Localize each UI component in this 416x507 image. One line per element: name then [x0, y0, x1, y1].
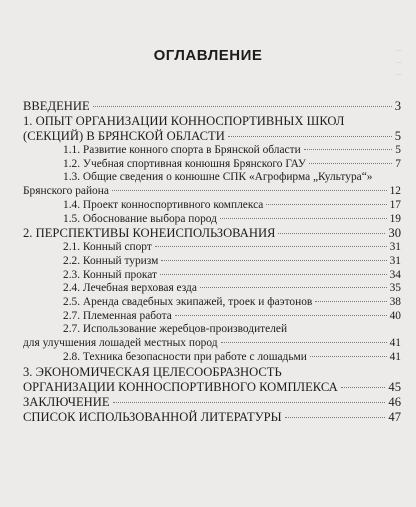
bleed-through-text: ...: [396, 68, 402, 77]
toc-entry: [23, 99, 401, 114]
toc-entry-label: ОРГАНИЗАЦИИ КОННОСПОРТИВНОГО КОМПЛЕКСА: [23, 379, 338, 394]
toc-entry: [23, 351, 401, 365]
toc-entry: [23, 199, 401, 213]
toc-entry-label: 2.8. Техника безопасности при работе с лошадьми: [63, 350, 307, 363]
toc-entry-page: 12: [389, 185, 401, 198]
toc-entry-label: 2.1. Конный спорт: [63, 241, 152, 254]
toc-entry: [23, 323, 401, 337]
toc-entry-label: 1.5. Обоснование выбора пород: [63, 212, 217, 225]
bleed-through-text: ...: [396, 44, 402, 53]
toc-entry: [23, 255, 401, 269]
toc-entry: [23, 282, 401, 296]
toc-entry: [23, 337, 401, 351]
toc-entry-page: 47: [388, 409, 401, 424]
toc-entry-label: ВВЕДЕНИЕ: [23, 99, 90, 113]
toc-entry-label: 2.2. Конный туризм: [63, 254, 159, 267]
toc-entry: [23, 269, 401, 283]
leader-dots: [175, 315, 387, 316]
bleed-through-text: ...: [396, 56, 402, 65]
toc-entry: [23, 213, 401, 227]
toc-entry-page: 19: [389, 212, 401, 225]
toc-entry-label: ЗАКЛЮЧЕНИЕ: [23, 394, 110, 409]
toc-entry-page: 7: [395, 157, 401, 170]
toc-entry-page: 46: [388, 394, 401, 409]
table-of-contents: [23, 99, 401, 425]
leader-dots: [112, 190, 387, 191]
toc-entry-page: 31: [389, 241, 401, 254]
toc-entry: [23, 241, 401, 255]
leader-dots: [228, 136, 392, 137]
toc-entry: [23, 410, 401, 425]
leader-dots: [309, 163, 392, 164]
leader-dots: [285, 417, 386, 418]
toc-entry-label: 2. ПЕРСПЕКТИВЫ КОНЕИСПОЛЬЗОВАНИЯ: [23, 226, 276, 241]
toc-entry: [23, 395, 401, 410]
toc-entry-page: 5: [395, 144, 401, 156]
toc-entry: [23, 226, 401, 241]
toc-entry-label: для улучшения лошадей местных пород: [23, 337, 218, 350]
leader-dots: [161, 260, 386, 261]
leader-dots: [200, 287, 387, 288]
toc-entry-label: 1. ОПЫТ ОРГАНИЗАЦИИ КОННОСПОРТИВНЫХ ШКОЛ: [23, 114, 345, 128]
leader-dots: [266, 204, 386, 205]
leader-dots: [278, 233, 385, 234]
toc-entry: [23, 296, 401, 310]
toc-entry-label: (СЕКЦИЙ) В БРЯНСКОЙ ОБЛАСТИ: [23, 129, 225, 143]
toc-entry-label: 2.7. Племенная работа: [63, 309, 172, 322]
toc-entry-page: 3: [394, 99, 401, 113]
toc-entry: [23, 380, 401, 395]
toc-entry: [23, 185, 401, 199]
toc-entry-label: 1.3. Общие сведения о конюшне СПК «Агрофирма „Культура“»: [63, 171, 373, 184]
leader-dots: [310, 356, 387, 357]
toc-entry: [23, 158, 401, 172]
toc-entry-label: 3. ЭКОНОМИЧЕСКАЯ ЦЕЛЕСООБРАЗНОСТЬ: [23, 364, 282, 379]
leader-dots: [155, 246, 387, 247]
leader-dots: [93, 106, 392, 107]
toc-entry: [23, 114, 401, 129]
toc-entry-page: 41: [389, 337, 401, 350]
toc-entry: [23, 365, 401, 380]
leader-dots: [113, 402, 386, 403]
toc-entry: [23, 144, 401, 158]
toc-entry: [23, 171, 401, 185]
toc-entry-page: 38: [389, 296, 401, 309]
toc-entry-label: Брянского района: [23, 185, 109, 198]
toc-entry: [23, 129, 401, 144]
page-title: ОГЛАВЛЕНИЕ: [153, 47, 263, 64]
toc-entry-label: 2.3. Конный прокат: [63, 268, 158, 281]
leader-dots: [220, 218, 387, 219]
toc-entry-page: 45: [388, 379, 401, 394]
toc-entry-label: 1.2. Учебная спортивная конюшня Брянского ГАУ: [63, 157, 306, 170]
toc-entry-page: 17: [389, 198, 401, 211]
toc-entry-label: 1.1. Развитие конного спорта в Брянской области: [63, 144, 301, 156]
toc-entry-page: 31: [389, 254, 401, 267]
toc-entry-label: 2.4. Лечебная верховая езда: [63, 282, 197, 295]
toc-entry-page: 41: [389, 350, 401, 363]
toc-entry-label: 2.7. Использование жеребцов-производителей: [63, 323, 288, 336]
toc-entry: [23, 310, 401, 324]
toc-entry-page: 35: [389, 282, 401, 295]
toc-entry-page: 30: [388, 226, 401, 241]
toc-entry-page: 40: [389, 309, 401, 322]
toc-entry-label: 2.5. Аренда свадебных экипажей, троек и фаэтонов: [63, 296, 313, 309]
toc-entry-page: 34: [389, 268, 401, 281]
leader-dots: [341, 387, 386, 388]
leader-dots: [315, 301, 386, 302]
leader-dots: [304, 149, 393, 150]
toc-entry-page: 5: [394, 129, 401, 143]
toc-entry-label: 1.4. Проект конноспортивного комплекса: [63, 198, 264, 211]
leader-dots: [221, 342, 387, 343]
leader-dots: [160, 274, 387, 275]
toc-entry-label: СПИСОК ИСПОЛЬЗОВАННОЙ ЛИТЕРАТУРЫ: [23, 409, 282, 424]
